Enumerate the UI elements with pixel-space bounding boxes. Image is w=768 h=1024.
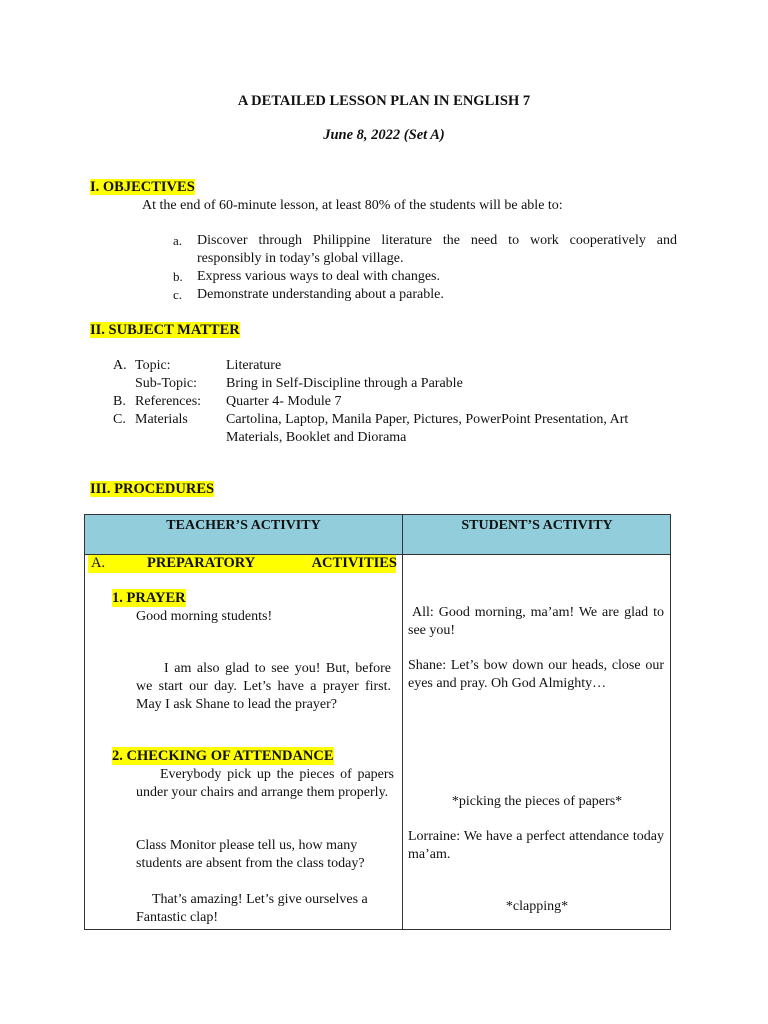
subject-row-marker: C. [113,412,126,427]
objective-text: Discover through Philippine literature the need to work cooperatively and responsibly in today’s global village. [197,233,677,266]
subject-row-label: Sub-Topic: [135,376,198,391]
procedures-heading-text: III. PROCEDURES [90,481,215,497]
table-column-divider [402,515,403,929]
subject-row-value: Quarter 4- Module 7 [226,394,342,409]
procedures-table [84,514,671,930]
section-a-label: PREPARATORY ACTIVITIES [147,555,397,571]
objectives-intro: At the end of 60-minute lesson, at least 80% of the students will be able to: [142,198,563,213]
subject-row-value: Cartolina, Laptop, Manila Paper, Pictures, PowerPoint Presentation, Art Materials, Booklet and Diorama [226,412,629,445]
section-a-heading [88,555,396,573]
column-header-teacher: TEACHER’S ACTIVITY [166,518,321,533]
attendance-teacher-2: Class Monitor please tell us, how many students are absent from the class today? [136,838,365,871]
objectives-heading [90,178,195,196]
attendance-teacher-1: Everybody pick up the pieces of papers under your chairs and arrange them properly. [136,767,394,800]
subject-row-label: Materials [135,412,188,427]
subject-row-label: References: [135,394,202,409]
objectives-list [173,232,677,304]
document-date: June 8, 2022 (Set A) [323,127,445,143]
attendance-student-2: Lorraine: We have a perfect attendance today ma’am. [408,829,664,862]
attendance-teacher-3: That’s amazing! Let’s give ourselves a Fantastic clap! [136,892,368,925]
column-header-student: STUDENT’S ACTIVITY [461,518,613,533]
objective-marker: c. [173,287,183,302]
objective-marker: a. [173,233,183,248]
section-a-marker: A. [91,555,106,571]
procedures-heading [90,480,214,498]
objective-text: Demonstrate understanding about a parable. [197,287,444,302]
subject-row-value: Bring in Self-Discipline through a Parable [226,376,463,391]
attendance-student-3: *clapping* [505,899,569,914]
document-title: A DETAILED LESSON PLAN IN ENGLISH 7 [237,93,531,109]
subject-row-marker: A. [113,358,127,373]
prayer-student-2: Shane: Let’s bow down our heads, close our eyes and pray. Oh God Almighty… [408,658,664,691]
subject-row-value: Literature [226,358,282,373]
prayer-heading: 1. PRAYER [112,590,186,606]
prayer-teacher-2: I am also glad to see you! But, before we start our day. Let’s have a prayer first. May I ask Shane to lead the prayer? [136,661,391,712]
objective-text: Express various ways to deal with changes. [197,269,440,284]
attendance-student-1: *picking the pieces of papers* [451,794,623,809]
subject-matter-heading-text: II. SUBJECT MATTER [90,322,240,338]
subject-row-label: Topic: [135,358,171,373]
subject-row-marker: B. [113,394,126,409]
attendance-heading: 2. CHECKING OF ATTENDANCE [112,748,334,764]
subject-matter-heading [90,321,240,339]
objective-marker: b. [173,269,183,284]
prayer-student-1: All: Good morning, ma’am! We are glad to see you! [408,605,664,638]
objectives-heading-text: I. OBJECTIVES [90,179,195,195]
prayer-teacher-1: Good morning students! [136,609,273,624]
